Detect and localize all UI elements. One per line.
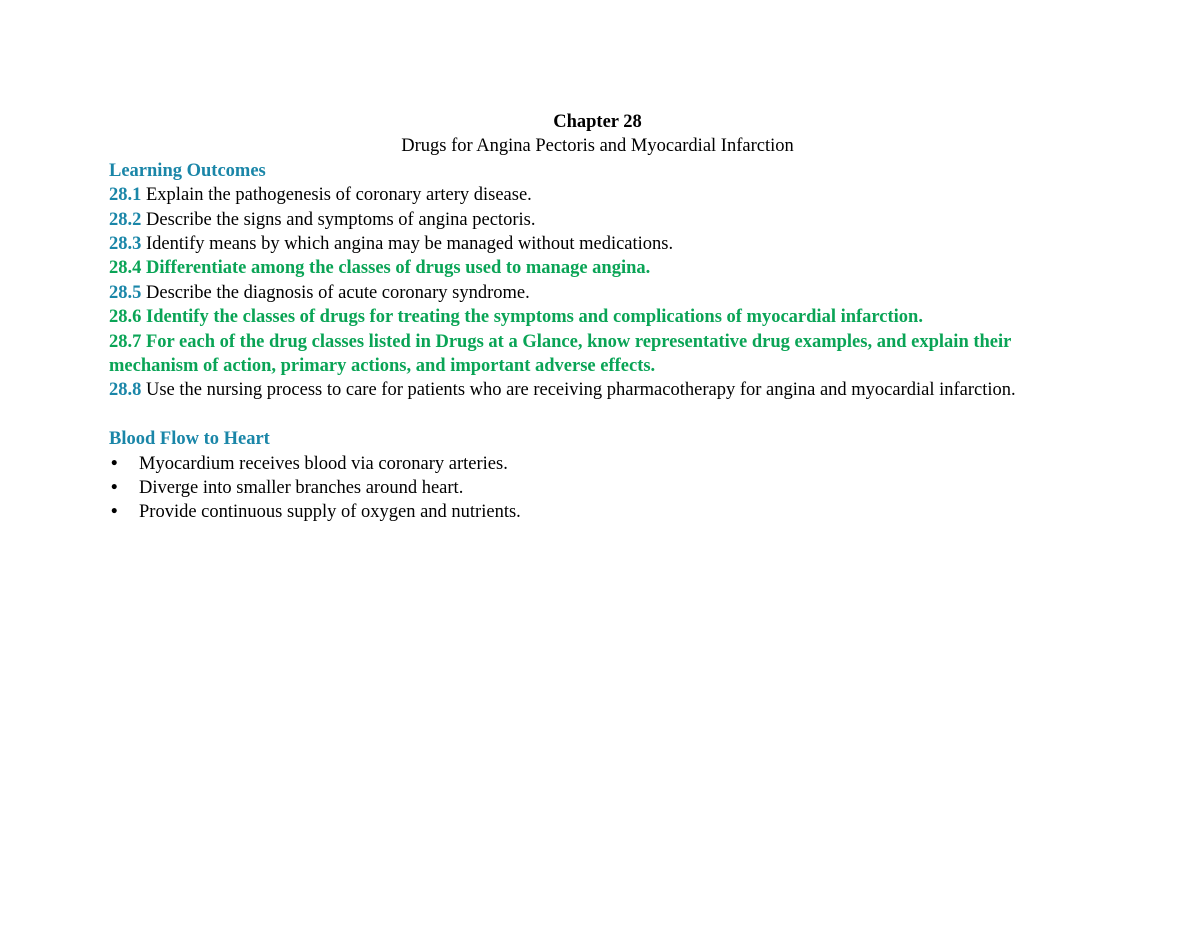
outcome-number: 28.5 — [109, 282, 142, 303]
bullet-icon: • — [111, 453, 118, 474]
list-item — [109, 500, 1089, 524]
outcome-number: 28.1 — [109, 185, 142, 206]
outcome-number: 28.2 — [109, 209, 142, 230]
learning-outcome-28-7: 28.7 For each of the drug classes listed in Drugs at a Glance, know representative drug examples, and explain their mechanism of action, primary actions, and important adverse effects. — [109, 331, 1012, 377]
spacer — [109, 403, 1089, 427]
outcome-text: Describe the diagnosis of acute coronary syndrome. — [141, 282, 530, 303]
document-content — [109, 110, 1089, 525]
learning-outcome-28-8 — [109, 378, 1069, 402]
chapter-subtitle: Drugs for Angina Pectoris and Myocardial Infarction — [401, 136, 794, 157]
learning-outcomes-heading: Learning Outcomes — [109, 160, 266, 181]
learning-outcome-28-2 — [109, 208, 1089, 232]
chapter-title: Chapter 28 — [553, 112, 642, 132]
learning-outcome-28-4: 28.4 Differentiate among the classes of drugs used to manage angina. — [109, 258, 651, 279]
learning-outcome-28-3 — [109, 232, 1089, 256]
outcome-text: Identify means by which angina may be managed without medications. — [141, 234, 674, 255]
outcome-number: 28.3 — [109, 234, 142, 255]
bullet-icon: • — [111, 502, 118, 523]
outcome-text: Explain the pathogenesis of coronary artery disease. — [141, 185, 532, 206]
learning-outcome-28-1 — [109, 183, 1089, 207]
learning-outcome-28-6: 28.6 Identify the classes of drugs for treating the symptoms and complications of myocardial infarction. — [109, 307, 923, 328]
outcome-number: 28.8 — [109, 380, 142, 401]
list-item — [109, 452, 1089, 476]
list-item-text: Myocardium receives blood via coronary arteries. — [139, 453, 508, 474]
blood-flow-list — [109, 452, 1089, 525]
bullet-icon: • — [111, 478, 118, 499]
learning-outcome-28-5 — [109, 281, 1089, 305]
outcome-text: Describe the signs and symptoms of angina pectoris. — [141, 209, 536, 230]
list-item-text: Provide continuous supply of oxygen and nutrients. — [139, 502, 521, 523]
list-item — [109, 476, 1089, 500]
blood-flow-heading: Blood Flow to Heart — [109, 429, 270, 450]
outcome-text: Use the nursing process to care for patients who are receiving pharmacotherapy for angina and myocardial infarction. — [141, 380, 1016, 401]
list-item-text: Diverge into smaller branches around heart. — [139, 478, 464, 499]
